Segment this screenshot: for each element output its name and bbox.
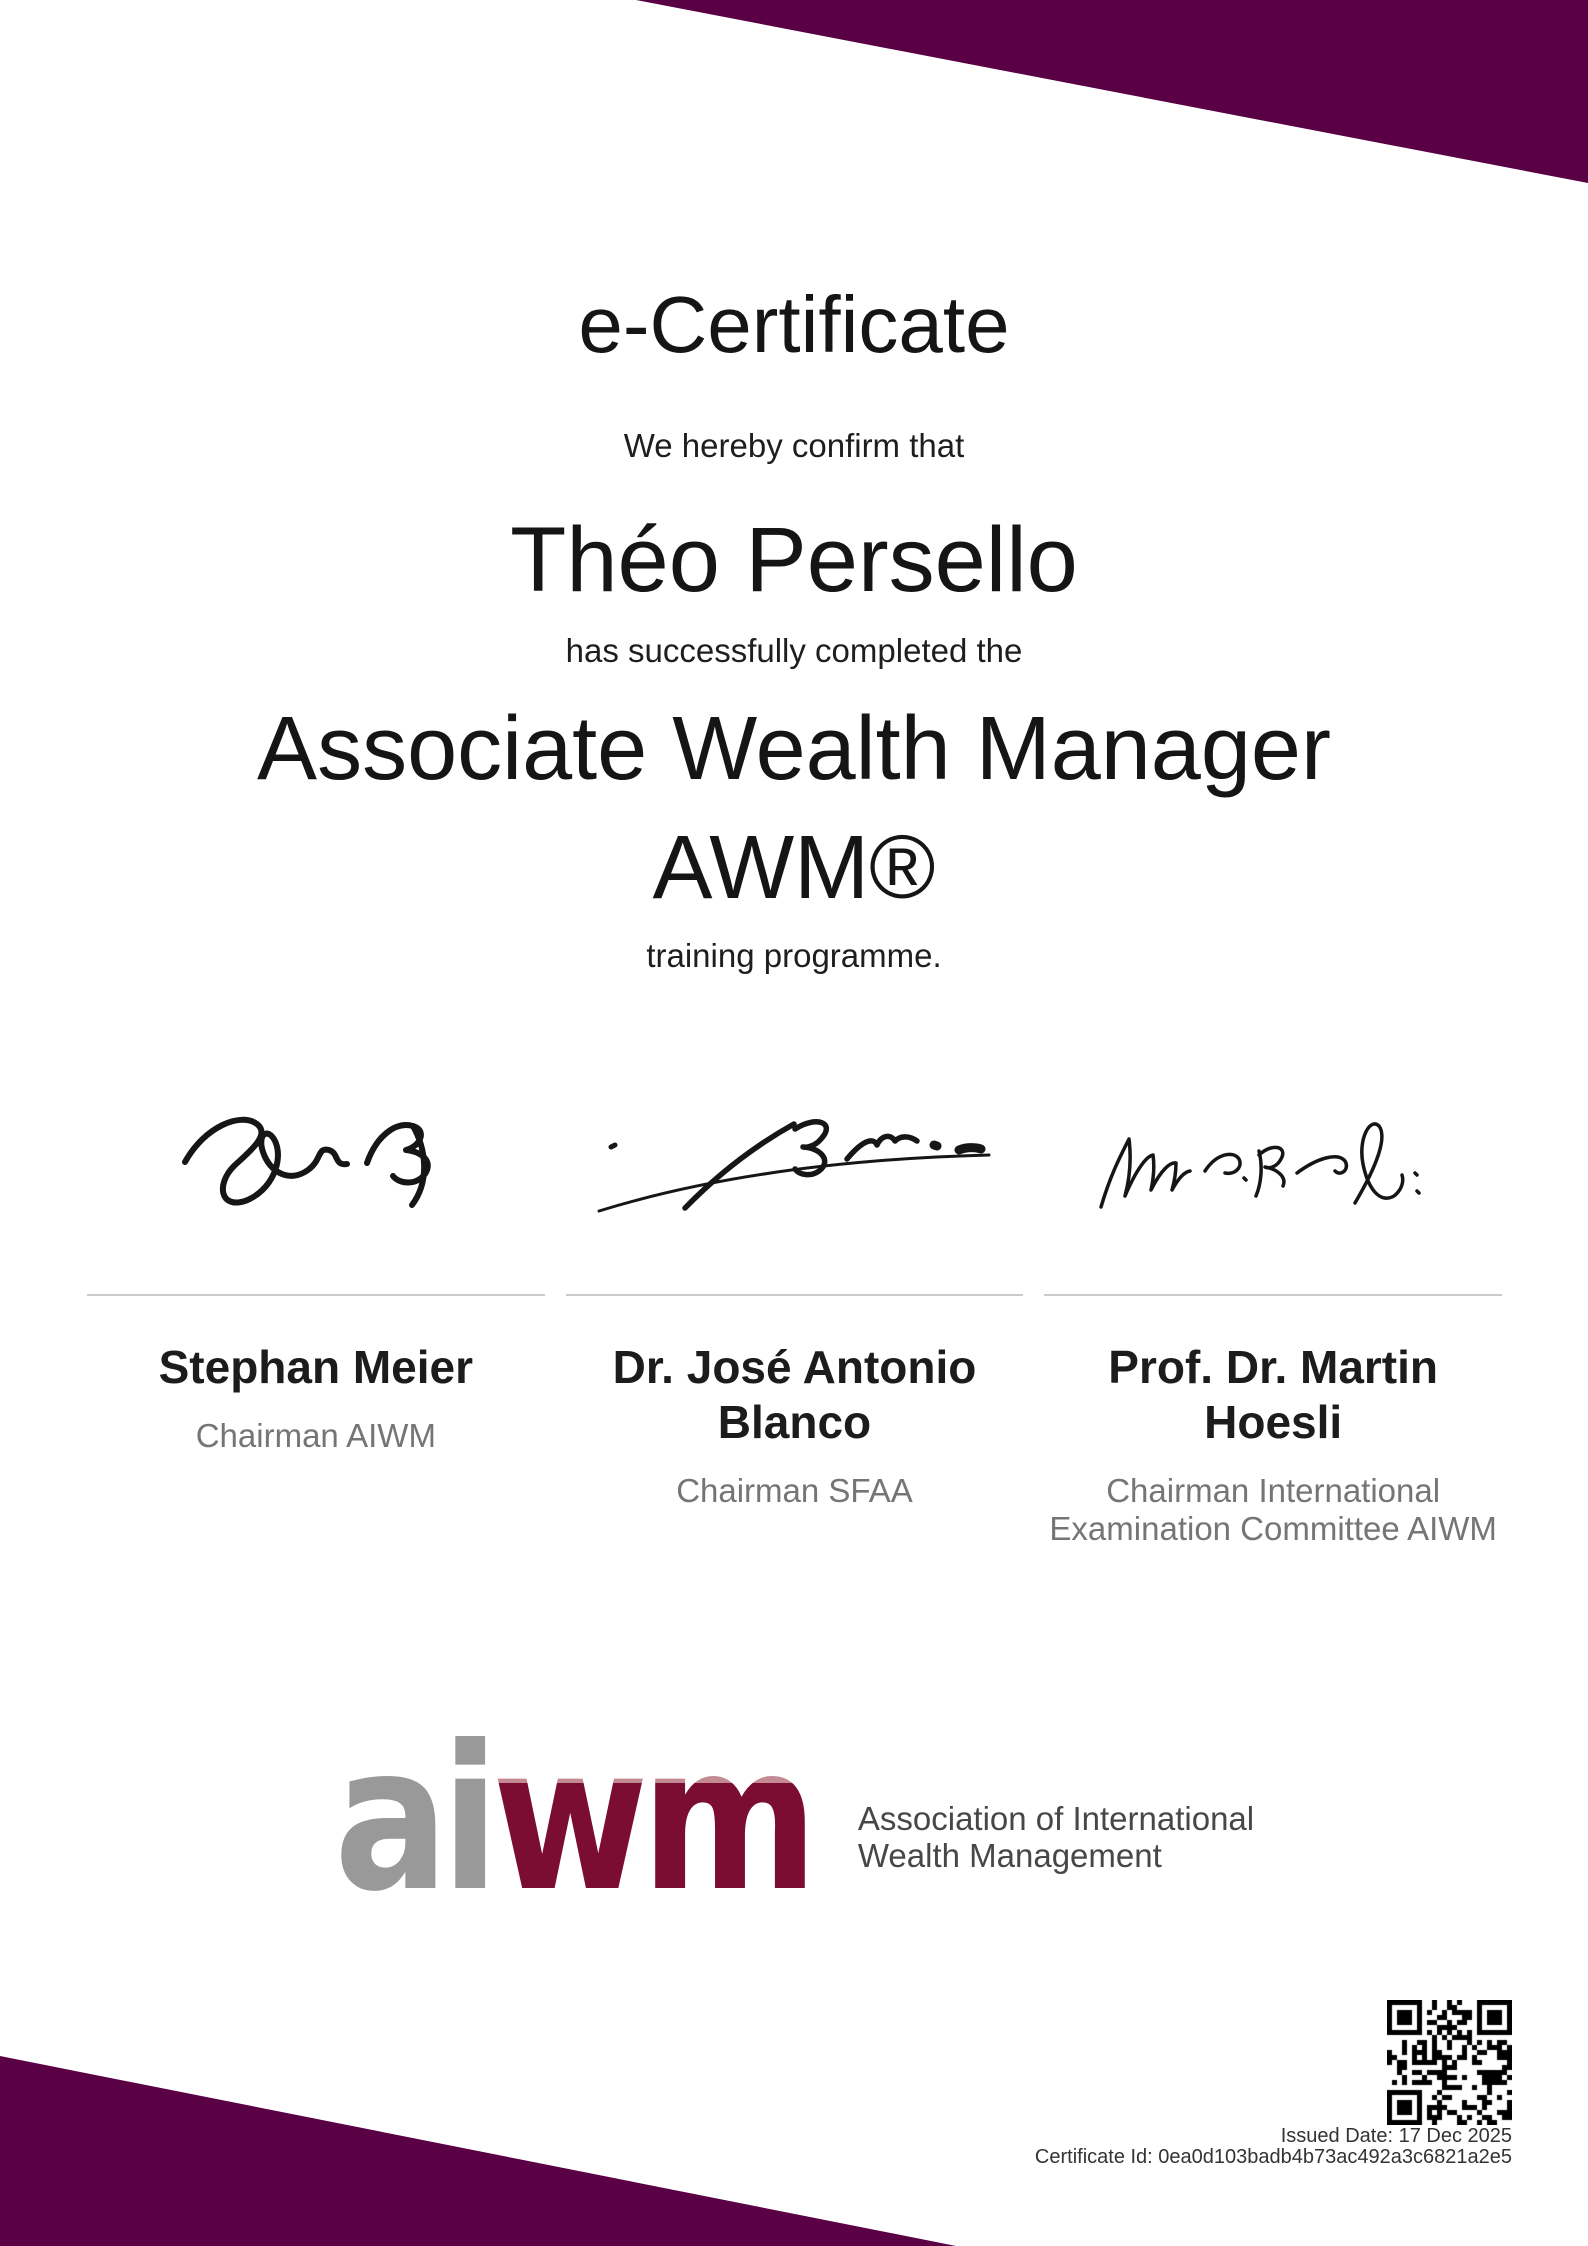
- aiwm-logo-letters: [333, 1703, 842, 1936]
- signature-image-martin-hoesli: [1044, 1094, 1502, 1294]
- bottom-corner-accent: [0, 2056, 956, 2246]
- signatory-name: Stephan Meier: [158, 1341, 474, 1393]
- issued-date: Issued Date: 17 Dec 2025: [1280, 2125, 1512, 2147]
- top-corner-accent: [636, 0, 1588, 183]
- certificate-footer: [1035, 2126, 1512, 2168]
- programme-title: [0, 690, 1588, 928]
- programme-title-line1: Associate Wealth Manager: [257, 699, 1331, 799]
- signatory-name: Prof. Dr. Martin Hoesli: [1108, 1341, 1439, 1449]
- signatory-title: Chairman SFAA: [676, 1472, 913, 1510]
- logo-letters-wm: wm: [491, 1703, 811, 1936]
- qr-code: [1387, 2000, 1512, 2125]
- aiwm-logo-tagline: [858, 1801, 1254, 1875]
- programme-suffix: training programme.: [646, 937, 942, 974]
- signatories-section: [87, 1094, 1502, 1548]
- aiwm-logo: [0, 1703, 1588, 1936]
- logo-letters-ai: ai: [333, 1703, 492, 1936]
- certificate-title: e-Certificate: [578, 280, 1010, 369]
- signatory-column-2: [566, 1094, 1024, 1548]
- signatory-name: Dr. José Antonio Blanco: [612, 1341, 977, 1449]
- signatory-column-3: [1044, 1094, 1502, 1548]
- signatory-column-1: [87, 1094, 545, 1548]
- certificate-id: Certificate Id: 0ea0d103badb4b73ac492a3c6821a2e5: [1034, 2146, 1512, 2169]
- confirm-text: We hereby confirm that: [623, 427, 965, 464]
- signature-divider: [566, 1294, 1024, 1296]
- certificate-id-value: 0ea0d103badb4b73ac492a3c6821a2e5: [1158, 2146, 1512, 2169]
- signature-image-stephan-meier: [87, 1094, 545, 1294]
- issued-date-value: 17 Dec 2025: [1398, 2125, 1512, 2147]
- recipient-name: Théo Persello: [510, 509, 1078, 611]
- signature-divider: [87, 1294, 545, 1296]
- logo-tagline-line1: Association of International: [857, 1800, 1255, 1837]
- signatory-title: Chairman International Examination Committee AIWM: [1049, 1472, 1497, 1548]
- programme-title-line2: AWM®: [652, 817, 936, 918]
- completion-text: has successfully completed the: [565, 632, 1023, 669]
- signatory-title: Chairman AIWM: [195, 1417, 436, 1455]
- logo-tagline-line2: Wealth Management: [857, 1836, 1162, 1874]
- signature-image-jose-antonio-blanco: [566, 1094, 1024, 1294]
- signature-divider: [1044, 1294, 1502, 1296]
